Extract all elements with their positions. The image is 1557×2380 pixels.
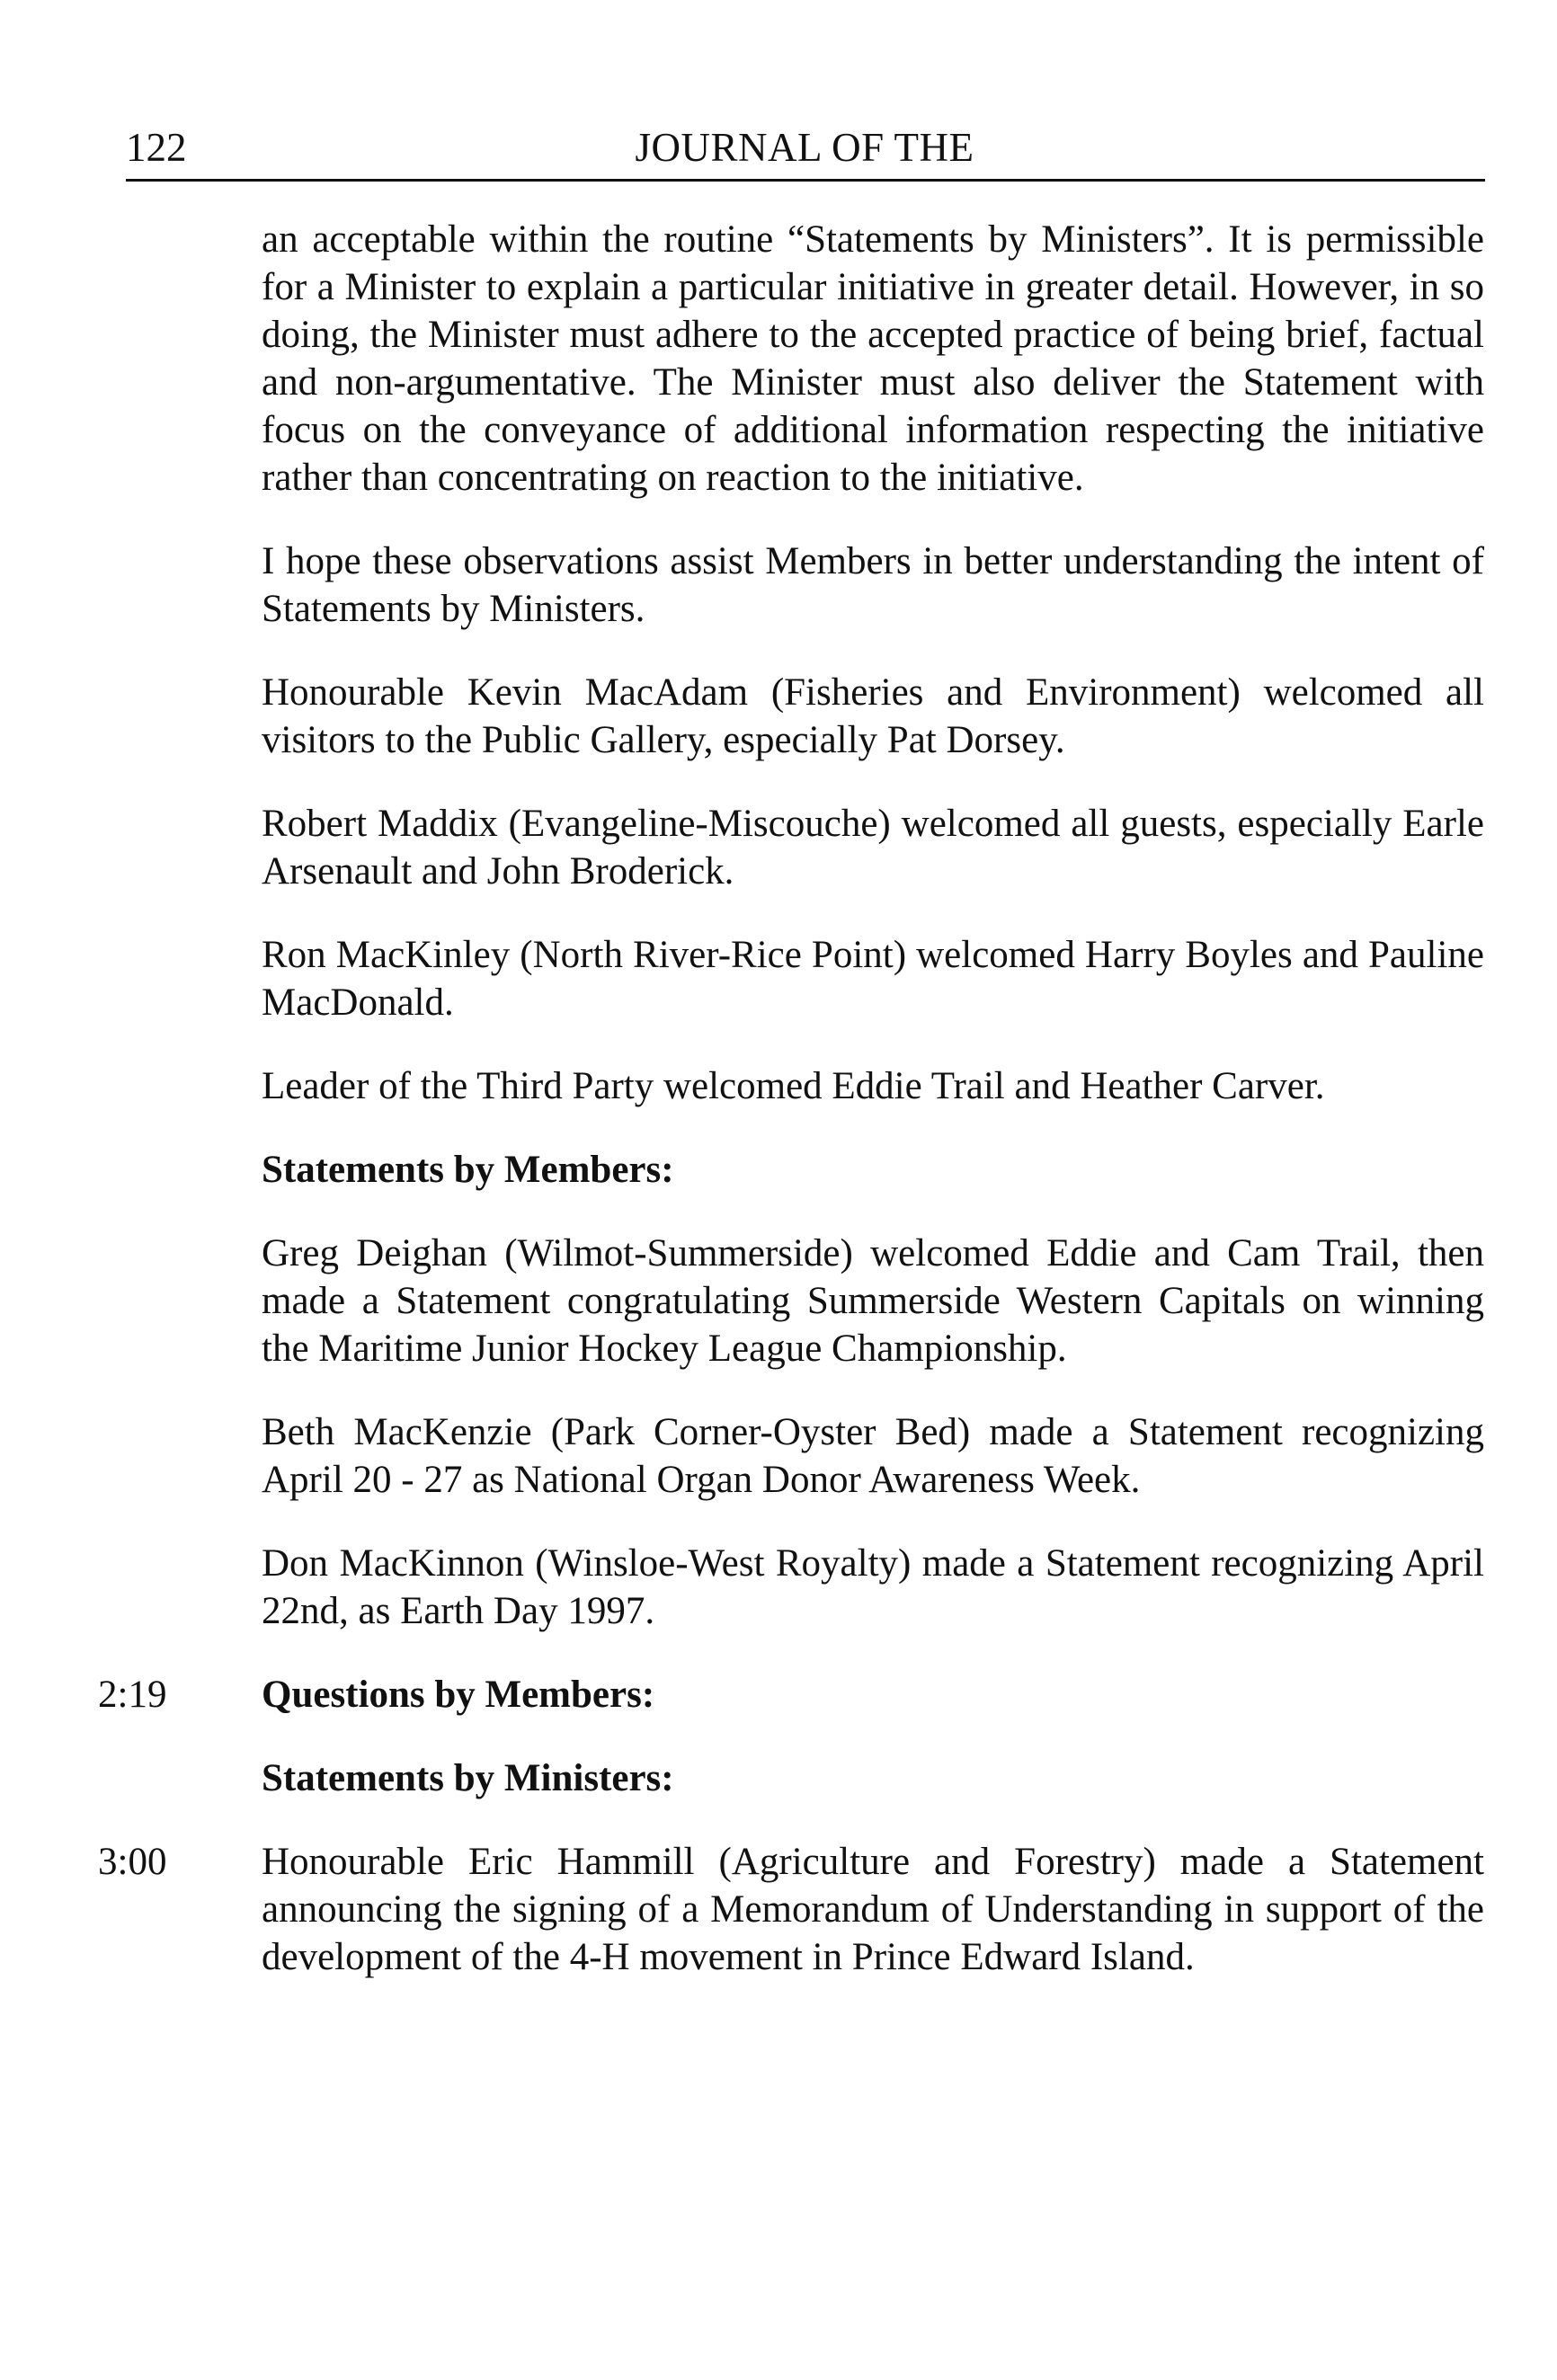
paragraph-observations: I hope these observations assist Members in better understanding the intent of Statements by Ministers. (262, 540, 1484, 630)
heading-questions-by-members: Questions by Members: (262, 1674, 655, 1716)
paragraph-third-party-welcome: Leader of the Third Party welcomed Eddie Trail and Heather Carver. (262, 1065, 1325, 1107)
paragraph-statements-guidance: an acceptable within the routine “Statements by Ministers”. It is permissible for a Minister to explain a particular initiative in greater detail. However, in so doing, the Minister must adhere to the accepted practice of being brief, factual and non-argumentative. The Minister must also deliver the Statement with focus on the conveyance of additional information respecting the initiative rather than concentrating on reaction to the initiative. (262, 218, 1484, 499)
questions-by-members-entry (98, 1671, 1484, 1718)
journal-title: JOURNAL OF THE (635, 125, 974, 170)
paragraph-macadam-welcome: Honourable Kevin MacAdam (Fisheries and Environment) welcomed all visitors to the Public Gallery, especially Pat Dorsey. (262, 671, 1484, 761)
time-marker: 2:19 (98, 1674, 167, 1716)
header-rule (126, 179, 1485, 182)
hammill-statement-entry (98, 1838, 1484, 1981)
journal-body (98, 216, 1484, 2017)
heading-statements-by-members: Statements by Members: (262, 1149, 674, 1191)
page-header (126, 119, 1483, 182)
paragraph-maddix-welcome: Robert Maddix (Evangeline-Miscouche) welcomed all guests, especially Earle Arsenault and John Broderick. (262, 803, 1484, 892)
heading-statements-by-ministers: Statements by Ministers: (262, 1757, 674, 1799)
time-marker: 3:00 (98, 1841, 167, 1883)
paragraph-mackinley-welcome: Ron MacKinley (North River-Rice Point) welcomed Harry Boyles and Pauline MacDonald. (262, 934, 1484, 1024)
paragraph-mackinnon-statement: Don MacKinnon (Winsloe-West Royalty) made a Statement recognizing April 22nd, as Earth Day 1997. (262, 1542, 1484, 1632)
page-number: 122 (126, 125, 187, 170)
paragraph-mackenzie-statement: Beth MacKenzie (Park Corner-Oyster Bed) made a Statement recognizing April 20 - 27 as National Organ Donor Awareness Week. (262, 1411, 1484, 1501)
paragraph-deighan-statement: Greg Deighan (Wilmot-Summerside) welcomed Eddie and Cam Trail, then made a Statement congratulating Summerside Western Capitals on winning the Maritime Junior Hockey League Championship. (262, 1232, 1484, 1370)
paragraph-hammill-statement: Honourable Eric Hammill (Agriculture and Forestry) made a Statement announcing the signing of a Memorandum of Understanding in support of the development of the 4-H movement in Prince Edward Island. (262, 1841, 1484, 1978)
